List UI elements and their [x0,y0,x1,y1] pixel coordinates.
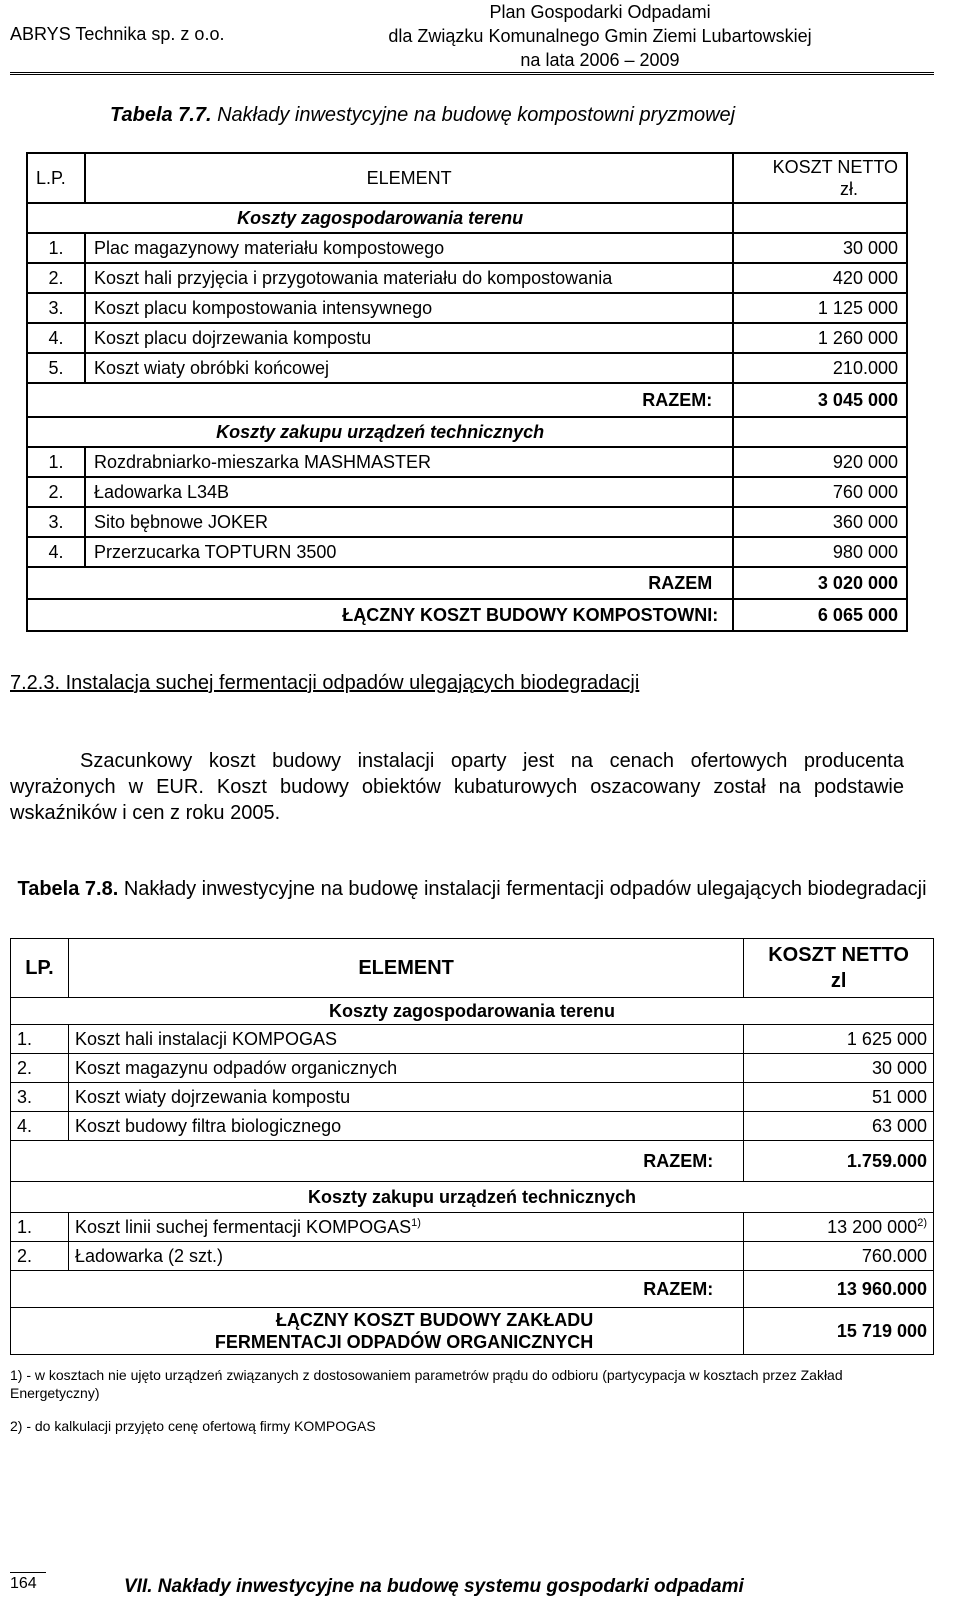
table1-sum2-row [27,567,907,599]
row-cost: 210.000 [733,353,907,383]
table-row [27,233,907,263]
row-number: 5. [27,353,85,383]
sum-label: RAZEM: [11,1271,744,1308]
row-cost: 760 000 [733,477,907,507]
row-element: Rozdrabniarko-mieszarka MASHMASTER [85,447,733,477]
table2-caption-text: Nakłady inwestycyjne na budowę instalacji fermentacji odpadów ulegających biodegradacji [118,878,927,900]
body-paragraph [10,748,904,826]
table2-col-cost [744,939,934,998]
table-row [27,507,907,537]
footnote-ref-2: 2) [917,1216,927,1229]
row-cost: 1 625 000 [744,1025,934,1054]
row-cost: 360 000 [733,507,907,537]
section-heading: 7.2.3. Instalacja suchej fermentacji odpadów ulegających biodegradacji [10,672,640,694]
row-number: 4. [11,1112,69,1141]
row-cost: 980 000 [733,537,907,567]
table1-section1: Koszty zagospodarowania terenu [27,203,733,233]
row-cost: 1 125 000 [733,293,907,323]
total-label: ŁĄCZNY KOSZT BUDOWY ZAKŁADU FERMENTACJI ODPADÓW ORGANICZNYCH [11,1308,744,1355]
footnote-2: 2) - do kalkulacji przyjęto cenę ofertową firmy KOMPOGAS [10,1418,376,1434]
table1-col-element: ELEMENT [85,153,733,203]
header-plan-line1: Plan Gospodarki Odpadami [489,2,711,22]
row-element: Koszt wiaty obróbki końcowej [85,353,733,383]
table1-col-cost [733,153,907,203]
row-element: Przerzucarka TOPTURN 3500 [85,537,733,567]
table-row [11,1112,934,1141]
row-number: 3. [11,1083,69,1112]
table2-col-element: ELEMENT [68,939,743,998]
table-row [27,353,907,383]
table1-total-row [27,599,907,631]
table-row [11,1242,934,1271]
row-number: 2. [11,1054,69,1083]
page-footer: VII. Nakłady inwestycyjne na budowę systemu gospodarki odpadami [124,1576,744,1597]
table2-header-row [11,939,934,998]
table-row [11,1213,934,1242]
row-cost: 30 000 [744,1054,934,1083]
table1-sum1-row [27,383,907,417]
row-cost: 63 000 [744,1112,934,1141]
table1-col-cost-label: KOSZT NETTO [772,157,898,177]
table-row [27,293,907,323]
table2-section1: Koszty zagospodarowania terenu [11,998,934,1025]
table2-caption [10,876,934,903]
row-element: Koszt magazynu odpadów organicznych [68,1054,743,1083]
table-row [27,263,907,293]
page-number-rule [10,1572,46,1573]
row-cost: 920 000 [733,447,907,477]
table-row [27,537,907,567]
row-element: Koszt hali przyjęcia i przygotowania materiału do kompostowania [85,263,733,293]
row-number: 3. [27,293,85,323]
row-number: 1. [27,233,85,263]
header-divider [10,72,934,75]
header-plan-line2: dla Związku Komunalnego Gmin Ziemi Lubartowskiej [388,26,812,46]
row-cost: 30 000 [733,233,907,263]
table1-section-row [27,203,907,233]
row-number: 1. [27,447,85,477]
table1-caption-text: Nakłady inwestycyjne na budowę kompostowni pryzmowej [211,104,736,126]
table1 [26,152,908,632]
table-row [11,1083,934,1112]
row-number: 1. [11,1213,69,1242]
table2-section-row [11,1182,934,1213]
sum-label: RAZEM [27,567,733,599]
row-cost-text: 13 200 000 [827,1216,918,1237]
sum-label: RAZEM: [11,1141,744,1182]
row-cost: 51 000 [744,1083,934,1112]
sum-value: 13 960.000 [744,1271,934,1308]
table-row [11,1025,934,1054]
row-number: 2. [27,477,85,507]
row-element: Ładowarka L34B [85,477,733,507]
table2-sum2-row [11,1271,934,1308]
table2-total-row [11,1308,934,1355]
row-cost: 1 260 000 [733,323,907,353]
row-number: 2. [11,1242,69,1271]
table1-caption-number: Tabela 7.7. [110,104,212,126]
sum-value: 3 045 000 [733,383,907,417]
table-row [27,323,907,353]
table2-sum1-row [11,1141,934,1182]
sum-label: RAZEM: [27,383,733,417]
sum-value: 1.759.000 [744,1141,934,1182]
page-number: 164 [10,1575,37,1592]
table1-col-lp: L.P. [27,153,85,203]
row-cost: 420 000 [733,263,907,293]
header-plan-line3: na lata 2006 – 2009 [520,50,680,70]
row-cost: 760.000 [744,1242,934,1271]
table1-col-cost-unit: zł. [840,179,858,199]
total-value: 6 065 000 [733,599,907,631]
table-row [27,447,907,477]
footnote-1: 1) - w kosztach nie ujęto urządzeń związanych z dostosowaniem parametrów prądu do odbioru (partycypacja w kosztach przez Zakład Energetyczny) [10,1367,843,1401]
row-element-text: Koszt linii suchej fermentacji KOMPOGAS [74,1216,412,1237]
row-element: Plac magazynowy materiału kompostowego [85,233,733,263]
row-number: 3. [27,507,85,537]
total-label: ŁĄCZNY KOSZT BUDOWY KOMPOSTOWNI: [27,599,733,631]
row-number: 4. [27,537,85,567]
sum-value: 3 020 000 [733,567,907,599]
row-number: 2. [27,263,85,293]
table2-caption-number: Tabela 7.8. [17,878,119,900]
total-value: 15 719 000 [744,1308,934,1355]
row-element: Sito bębnowe JOKER [85,507,733,537]
header-company: ABRYS Technika sp. z o.o. [10,24,225,44]
row-cost [744,1213,934,1242]
row-element [68,1213,743,1242]
row-element: Koszt placu dojrzewania kompostu [85,323,733,353]
table1-caption [110,104,735,127]
footnote-ref-1: 1) [411,1216,421,1229]
table1-section2: Koszty zakupu urządzeń technicznych [27,417,733,447]
table-row [27,477,907,507]
table2 [10,938,934,1355]
row-element: Koszt hali instalacji KOMPOGAS [68,1025,743,1054]
row-element: Koszt budowy filtra biologicznego [68,1112,743,1141]
table2-col-cost-label: KOSZT NETTO [768,944,909,966]
row-element: Koszt placu kompostowania intensywnego [85,293,733,323]
header-plan-title [360,0,840,72]
row-number: 1. [11,1025,69,1054]
table-row [11,1054,934,1083]
row-element: Koszt wiaty dojrzewania kompostu [68,1083,743,1112]
table1-header-row [27,153,907,203]
table2-section-row [11,998,934,1025]
table2-section2: Koszty zakupu urządzeń technicznych [11,1182,934,1213]
table1-section-row [27,417,907,447]
row-element: Ładowarka (2 szt.) [68,1242,743,1271]
body-paragraph-text: Szacunkowy koszt budowy instalacji oparty jest na cenach ofertowych producenta wyrażonych w EUR. Koszt budowy obiektów kubaturowych oszacowany został na podstawie wskaźników i cen z roku 2005. [10,750,904,824]
table2-col-cost-unit: zl [830,970,847,992]
row-number: 4. [27,323,85,353]
table2-col-lp: LP. [11,939,69,998]
